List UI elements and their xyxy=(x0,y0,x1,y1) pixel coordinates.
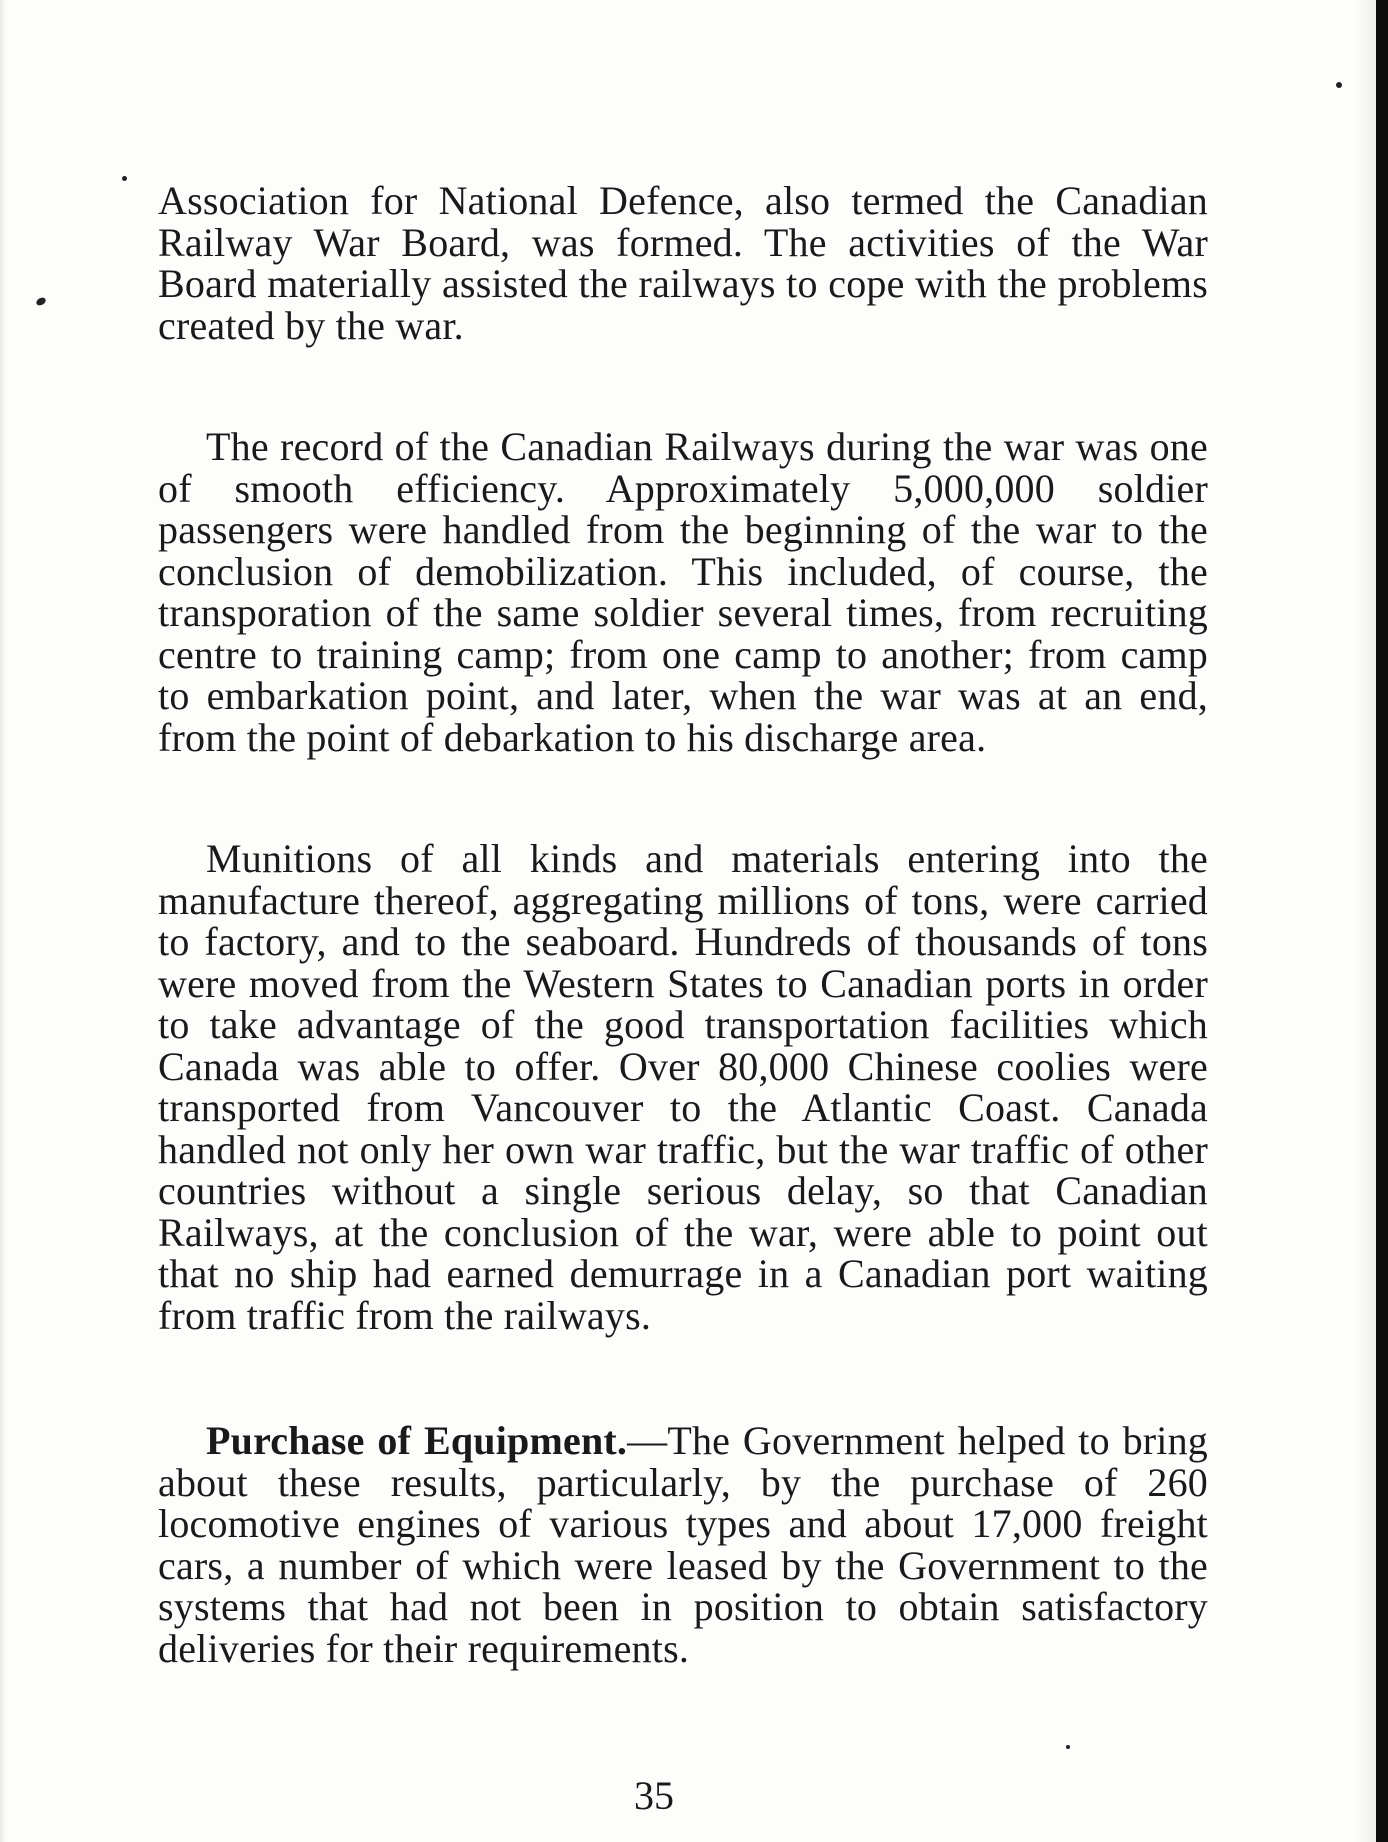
scan-speck xyxy=(1336,82,1342,88)
paragraph-2: The record of the Canadian Railways during the war was one of smooth efficiency. Approximately 5,000,000 soldier passengers were handled from the beginning of the war to the conclusion of demobilization. This included, of course, the transporation of the same soldier several times, from recruiting centre to training camp; from one camp to another; from camp to embarkation point, and later, when the war was at an end, from the point of debarkation to his discharge area. xyxy=(158,424,1208,760)
page-right-edge xyxy=(1376,0,1388,1842)
paragraph-4-text: —The Government helped to bring about these results, particularly, by the purchase of 260 locomotive engines of various types and about 17,000 freight cars, a number of which were leased by the Government to the systems that had not been in position to obtain satisfactory deliveries for their requirements. xyxy=(158,1418,1208,1671)
page-binding-shadow xyxy=(1354,0,1376,1842)
paragraph-3: Munitions of all kinds and materials entering into the manufacture thereof, aggregating millions of tons, were carried to factory, and to the seaboard. Hundreds of thousands of tons were moved from the Western States to Canadian ports in order to take advantage of the good transportation facilities which Canada was able to offer. Over 80,000 Chinese coolies were transported from Vancouver to the Atlantic Coast. Canada handled not only her own war traffic, but the war traffic of other countries without a single serious delay, so that Canadian Railways, at the conclusion of the war, were able to point out that no ship had earned demurrage in a Canadian port waiting from traffic from the railways. xyxy=(158,836,1208,1338)
scan-speck xyxy=(122,176,127,181)
scan-speck xyxy=(35,296,47,307)
scan-speck xyxy=(1066,1745,1070,1749)
page-left-edge xyxy=(0,0,6,1842)
paragraph-4 xyxy=(158,1420,1208,1669)
page-number: 35 xyxy=(634,1773,674,1818)
page-body xyxy=(158,180,1208,1669)
paragraph-1: Association for National Defence, also termed the Canadian Railway War Board, was formed. The activities of the War Board materially assisted the railways to cope with the problems created by the war. xyxy=(158,178,1208,348)
section-heading: Purchase of Equipment. xyxy=(206,1418,628,1463)
